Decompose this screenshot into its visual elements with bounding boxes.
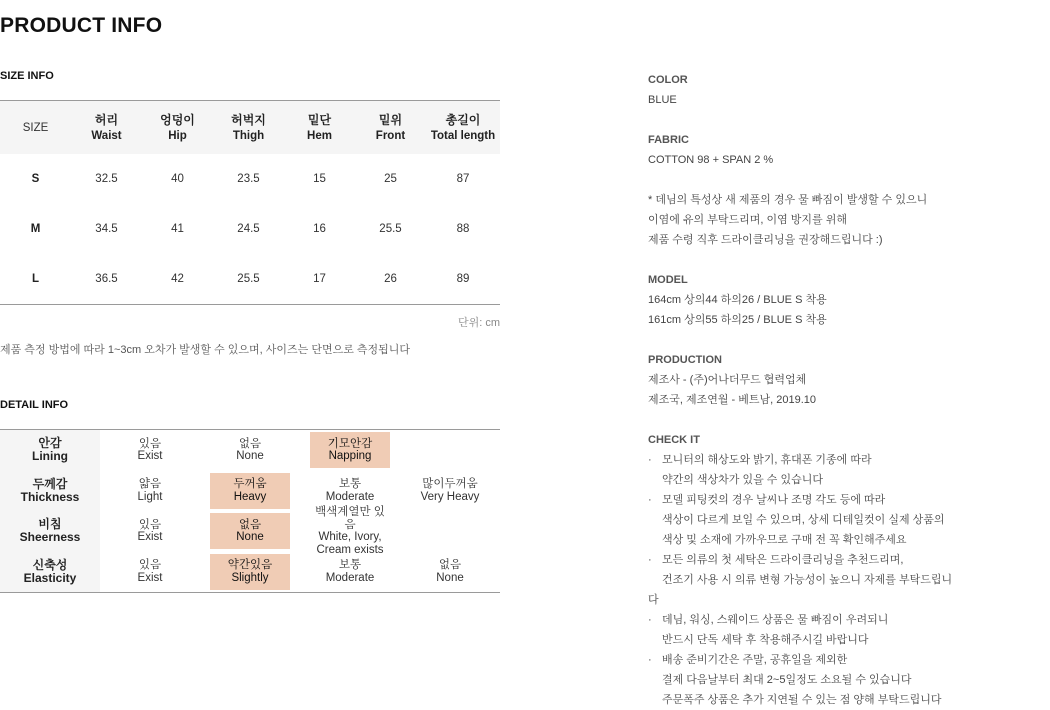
check-item-text: 다	[648, 594, 659, 606]
check-item-text: 배송 준비기간은 주말, 공휴일을 제외한	[662, 654, 848, 666]
option-en: Very Heavy	[420, 490, 480, 503]
option-en: White, Ivory,	[318, 531, 382, 544]
option-en: Napping	[328, 450, 372, 463]
detail-option	[310, 506, 390, 556]
header-hip: 엉덩이 Hip	[160, 112, 195, 142]
bullet-icon: ·	[648, 614, 652, 626]
option-en: Exist	[137, 531, 163, 544]
option-en: None	[236, 531, 264, 544]
option-ko: 백색계열만 있음	[315, 506, 385, 531]
header-waist: 허리 Waist	[91, 112, 122, 142]
option-en: Heavy	[233, 490, 267, 503]
size-table-header	[0, 101, 500, 154]
fabric-note: * 데님의 특성상 새 제품의 경우 물 빠짐이 발생할 수 있으니	[648, 194, 928, 206]
option-en: Slightly	[231, 571, 269, 584]
size-value: 25.5	[379, 223, 402, 235]
check-item	[648, 650, 1048, 670]
table-row	[0, 154, 500, 204]
detail-table	[0, 429, 500, 593]
size-value: 42	[171, 273, 184, 285]
fabric-value: COTTON 98 + SPAN 2 %	[648, 154, 774, 166]
detail-option-selected	[210, 513, 290, 549]
detail-option-selected	[210, 473, 290, 509]
size-value: 32.5	[95, 173, 118, 185]
product-details	[648, 70, 1048, 710]
check-item-text: 결제 다음날부터 최대 2~5일정도 소요될 수 있습니다	[662, 674, 912, 686]
production-heading: PRODUCTION	[648, 354, 722, 366]
detail-row-label	[0, 552, 100, 593]
check-item-text: 모델 피팅컷의 경우 날씨나 조명 각도 등에 따라	[662, 494, 886, 506]
detail-option-selected	[210, 554, 290, 590]
detail-row-label	[0, 471, 100, 512]
color-value: BLUE	[648, 94, 677, 106]
fabric-note: 제품 수령 직후 드라이클리닝을 권장해드립니다 :)	[648, 234, 883, 246]
size-table-body	[0, 154, 500, 304]
color-heading: COLOR	[648, 74, 688, 86]
model-line: 161cm 상의55 하의25 / BLUE S 착용	[648, 314, 827, 326]
option-en: Exist	[137, 450, 163, 463]
option-ko: 있음	[138, 437, 162, 450]
unit-label: 단위: cm	[457, 317, 500, 329]
page-title: PRODUCT INFO	[0, 14, 163, 37]
option-ko: 있음	[138, 559, 162, 572]
detail-row	[0, 471, 500, 512]
production-line: 제조국, 제조연월 - 베트남, 2019.10	[648, 394, 817, 406]
option-ko: 얇음	[138, 478, 162, 491]
option-en: Moderate	[325, 490, 375, 503]
size-value: 87	[456, 173, 470, 185]
size-value: 40	[171, 173, 184, 185]
header-size: SIZE	[22, 121, 49, 134]
detail-option	[310, 554, 390, 590]
detail-label-ko: 안감	[38, 436, 62, 451]
fabric-note: 이염에 유의 부탁드리며, 이염 방지를 위해	[648, 214, 847, 226]
size-value: 89	[456, 273, 470, 285]
detail-option	[310, 473, 390, 509]
size-value: 34.5	[95, 223, 118, 235]
option-ko: 많이두꺼움	[422, 478, 478, 491]
detail-row-label	[0, 511, 100, 552]
bullet-icon: ·	[648, 454, 652, 466]
production-line: 제조사 - (주)어나더무드 협력업체	[648, 374, 807, 386]
detail-option-selected	[310, 432, 390, 468]
option-ko: 없음	[438, 559, 462, 572]
size-name: S	[31, 173, 40, 185]
size-value: 15	[313, 173, 326, 185]
option-ko: 보통	[338, 478, 362, 491]
check-item-text: 주문폭주 상품은 추가 지연될 수 있는 점 양해 부탁드립니다	[662, 694, 942, 706]
size-name: M	[30, 223, 41, 235]
size-value: 17	[313, 273, 326, 285]
detail-row-label	[0, 430, 100, 471]
model-line: 164cm 상의44 하의26 / BLUE S 착용	[648, 294, 827, 306]
table-row	[0, 204, 500, 254]
detail-row	[0, 552, 500, 593]
check-item-text: 데님, 워싱, 스웨이드 상품은 물 빠짐이 우려되니	[662, 614, 889, 626]
bullet-icon: ·	[648, 554, 652, 566]
option-ko: 기모안감	[327, 437, 373, 450]
check-heading: CHECK IT	[648, 434, 700, 446]
size-table	[0, 100, 500, 305]
size-value: 41	[171, 223, 184, 235]
check-item	[648, 610, 1048, 630]
option-en: Light	[137, 490, 163, 503]
size-value: 26	[384, 273, 397, 285]
check-item-text: 건조기 사용 시 의류 변형 가능성이 높으니 자제를 부탁드립니	[662, 574, 953, 586]
detail-label-en: Sheerness	[19, 530, 81, 545]
detail-option	[110, 473, 190, 509]
size-name: L	[31, 273, 40, 285]
fabric-heading: FABRIC	[648, 134, 689, 146]
option-en: None	[436, 571, 464, 584]
size-value: 16	[313, 223, 326, 235]
detail-option	[110, 513, 190, 549]
option-en: None	[236, 450, 264, 463]
header-front: 밑위 Front	[375, 112, 406, 142]
size-value: 25	[384, 173, 397, 185]
detail-option	[410, 554, 490, 590]
size-value: 36.5	[95, 273, 118, 285]
check-item	[648, 450, 1048, 470]
detail-option	[410, 473, 490, 509]
detail-label-ko: 두께감	[32, 476, 68, 491]
option-en: Moderate	[325, 571, 375, 584]
option-en: Exist	[137, 571, 163, 584]
table-row	[0, 254, 500, 304]
size-note: 제품 측정 방법에 따라 1~3cm 오차가 발생할 수 있으며, 사이즈는 단면으로 측정됩니다	[0, 344, 411, 356]
header-total-length: 총길이 Total length	[430, 112, 496, 142]
detail-row	[0, 506, 500, 556]
size-value: 88	[456, 223, 470, 235]
detail-label-ko: 신축성	[32, 557, 68, 572]
detail-label-en: Elasticity	[23, 570, 77, 585]
header-thigh: 허벅지 Thigh	[231, 112, 266, 142]
model-heading: MODEL	[648, 274, 688, 286]
check-item-text: 색상이 다르게 보일 수 있으며, 상세 디테일컷이 실제 상품의	[662, 514, 945, 526]
detail-option	[110, 554, 190, 590]
detail-row	[0, 430, 500, 471]
detail-info-label: DETAIL INFO	[0, 399, 69, 411]
size-value: 24.5	[237, 223, 260, 235]
header-hem: 밑단 Hem	[307, 112, 332, 142]
detail-option	[110, 432, 190, 468]
check-list	[648, 450, 1048, 710]
check-item-text: 반드시 단독 세탁 후 착용해주시길 바랍니다	[662, 634, 869, 646]
detail-label-en: Thickness	[20, 489, 80, 504]
option-en: Cream exists	[316, 543, 384, 556]
bullet-icon: ·	[648, 654, 652, 666]
check-item	[648, 490, 1048, 510]
size-value: 23.5	[237, 173, 260, 185]
check-item	[648, 550, 1048, 570]
check-item-text: 모니터의 해상도와 밝기, 휴대폰 기종에 따라	[662, 454, 872, 466]
check-item-text: 약간의 색상차가 있을 수 있습니다	[662, 474, 823, 486]
detail-label-ko: 비침	[38, 517, 62, 532]
detail-option	[210, 432, 290, 468]
option-ko: 없음	[238, 518, 262, 531]
size-info-label: SIZE INFO	[0, 70, 54, 82]
option-ko: 없음	[238, 437, 262, 450]
option-ko: 두꺼움	[233, 478, 267, 491]
check-item-text: 모든 의류의 첫 세탁은 드라이클리닝을 추천드리며,	[662, 554, 904, 566]
size-value: 25.5	[237, 273, 260, 285]
option-ko: 보통	[338, 559, 362, 572]
check-item-text: 색상 및 소재에 가까우므로 구매 전 꼭 확인해주세요	[662, 534, 907, 546]
option-ko: 약간있음	[227, 559, 273, 572]
bullet-icon: ·	[648, 494, 652, 506]
option-ko: 있음	[138, 518, 162, 531]
detail-label-en: Lining	[32, 449, 68, 464]
